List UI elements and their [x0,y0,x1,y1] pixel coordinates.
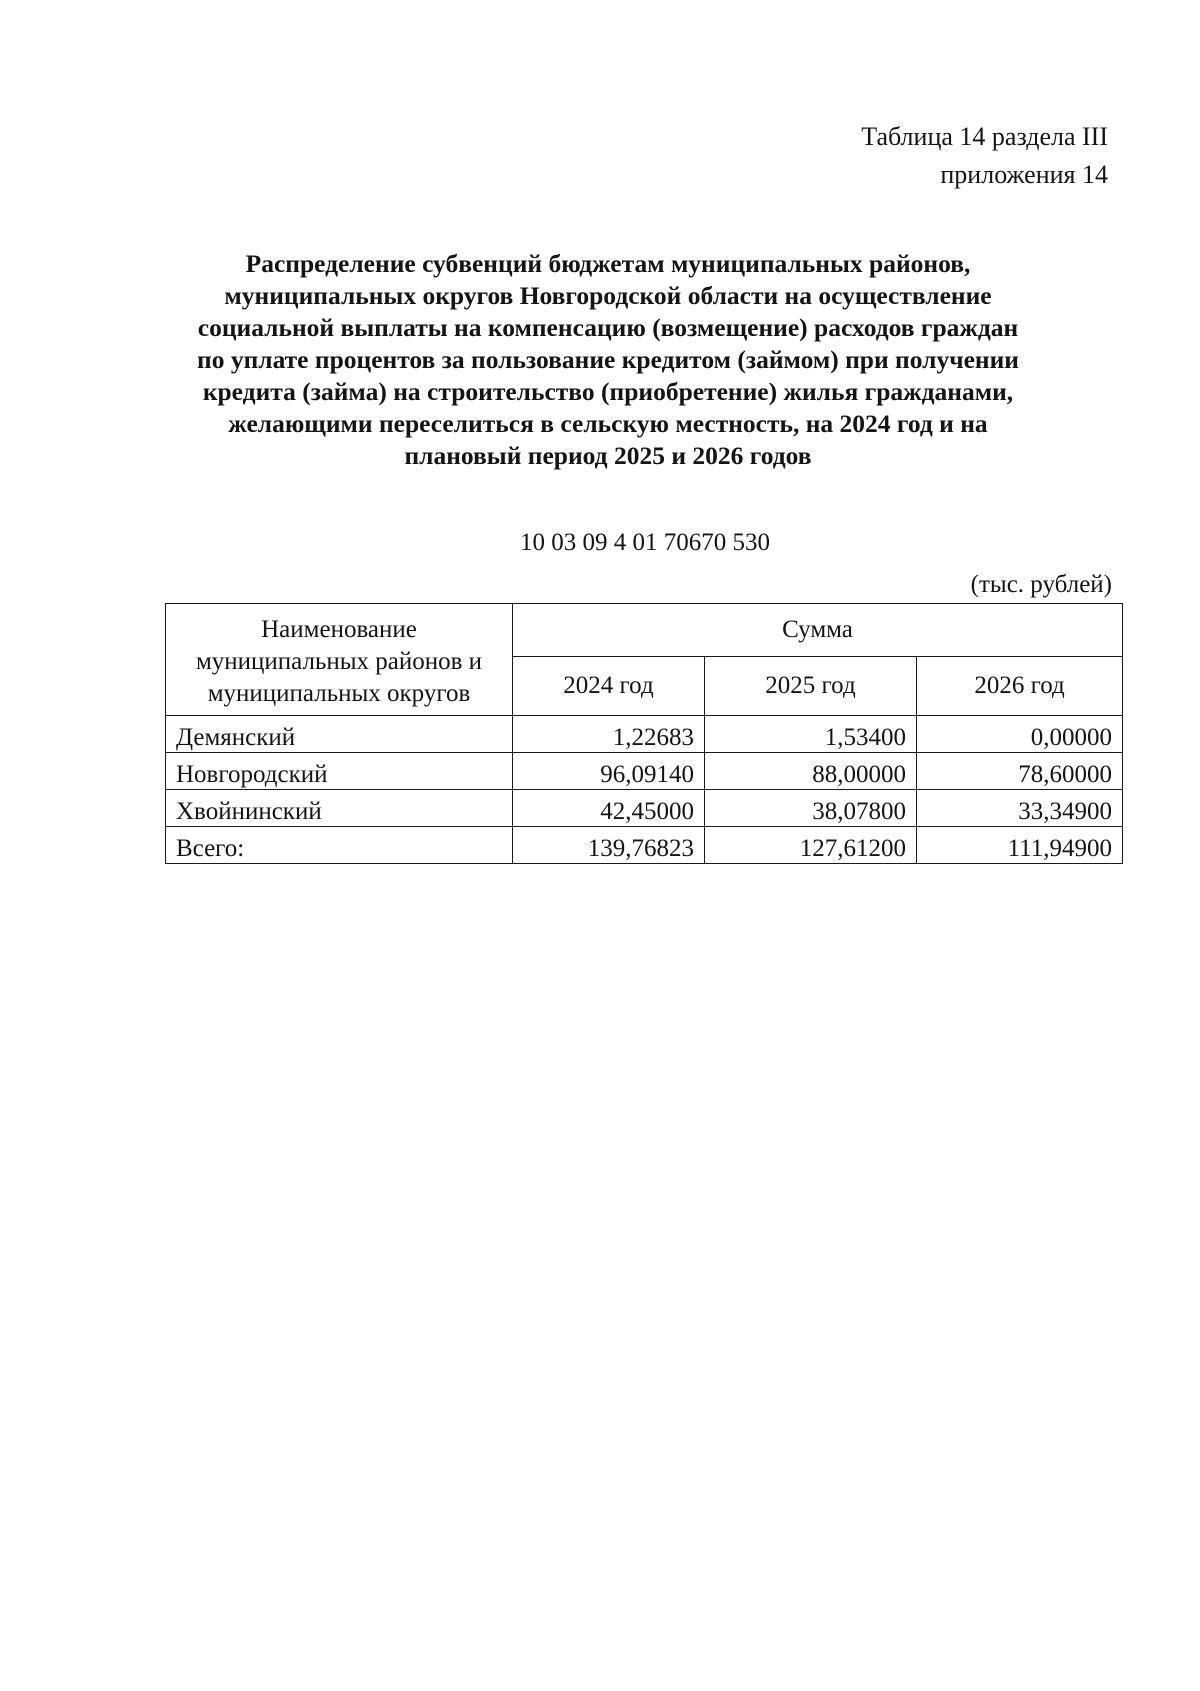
title-line: кредита (займа) на строительство (приобретение) жилья гражданами, [202,377,1014,406]
table-reference-line-1: Таблица 14 раздела III [861,122,1108,151]
total-2025: 127,61200 [705,827,917,864]
year-header-2025: 2025 год [705,657,917,716]
amount-2024: 1,22683 [513,716,705,753]
amount-2025: 1,53400 [705,716,917,753]
name-header-line: Наименование [261,615,417,643]
table-row [166,753,1123,790]
amount-2024: 42,45000 [513,790,705,827]
title-line: муниципальных округов Новгородской области на осуществление [224,281,992,310]
name-header-line: муниципальных районов и [195,647,483,675]
total-label: Всего: [166,827,513,864]
amount-2024: 96,09140 [513,753,705,790]
amount-2026: 0,00000 [917,716,1123,753]
amount-2025: 88,00000 [705,753,917,790]
table-reference [861,118,1108,194]
name-column-header [166,604,513,716]
document-title [150,248,1066,472]
amount-2026: 33,34900 [917,790,1123,827]
table-row [166,716,1123,753]
title-line: Распределение субвенций бюджетам муниципальных районов, [245,249,971,278]
table-header-row [166,604,1123,657]
sum-column-header: Сумма [513,604,1123,657]
name-header-line: муниципальных округов [207,679,471,707]
table-row [166,790,1123,827]
total-2026: 111,94900 [917,827,1123,864]
year-header-2026: 2026 год [917,657,1123,716]
title-line: социальной выплаты на компенсацию (возмещение) расходов граждан [197,313,1019,342]
table-reference-line-2: приложения 14 [940,160,1108,189]
district-name: Новгородский [166,753,513,790]
title-line: по уплате процентов за пользование кредитом (займом) при получении [197,345,1019,374]
title-line: плановый период 2025 и 2026 годов [404,441,812,470]
subvention-table [165,603,1123,864]
budget-code: 10 03 09 4 01 70670 530 [520,529,770,556]
district-name: Демянский [166,716,513,753]
total-2024: 139,76823 [513,827,705,864]
title-line: желающими переселиться в сельскую местность, на 2024 год и на [228,409,988,438]
district-name: Хвойнинский [166,790,513,827]
year-header-2024: 2024 год [513,657,705,716]
amount-2026: 78,60000 [917,753,1123,790]
amount-2025: 38,07800 [705,790,917,827]
total-row [166,827,1123,864]
units-label: (тыс. рублей) [970,571,1112,598]
